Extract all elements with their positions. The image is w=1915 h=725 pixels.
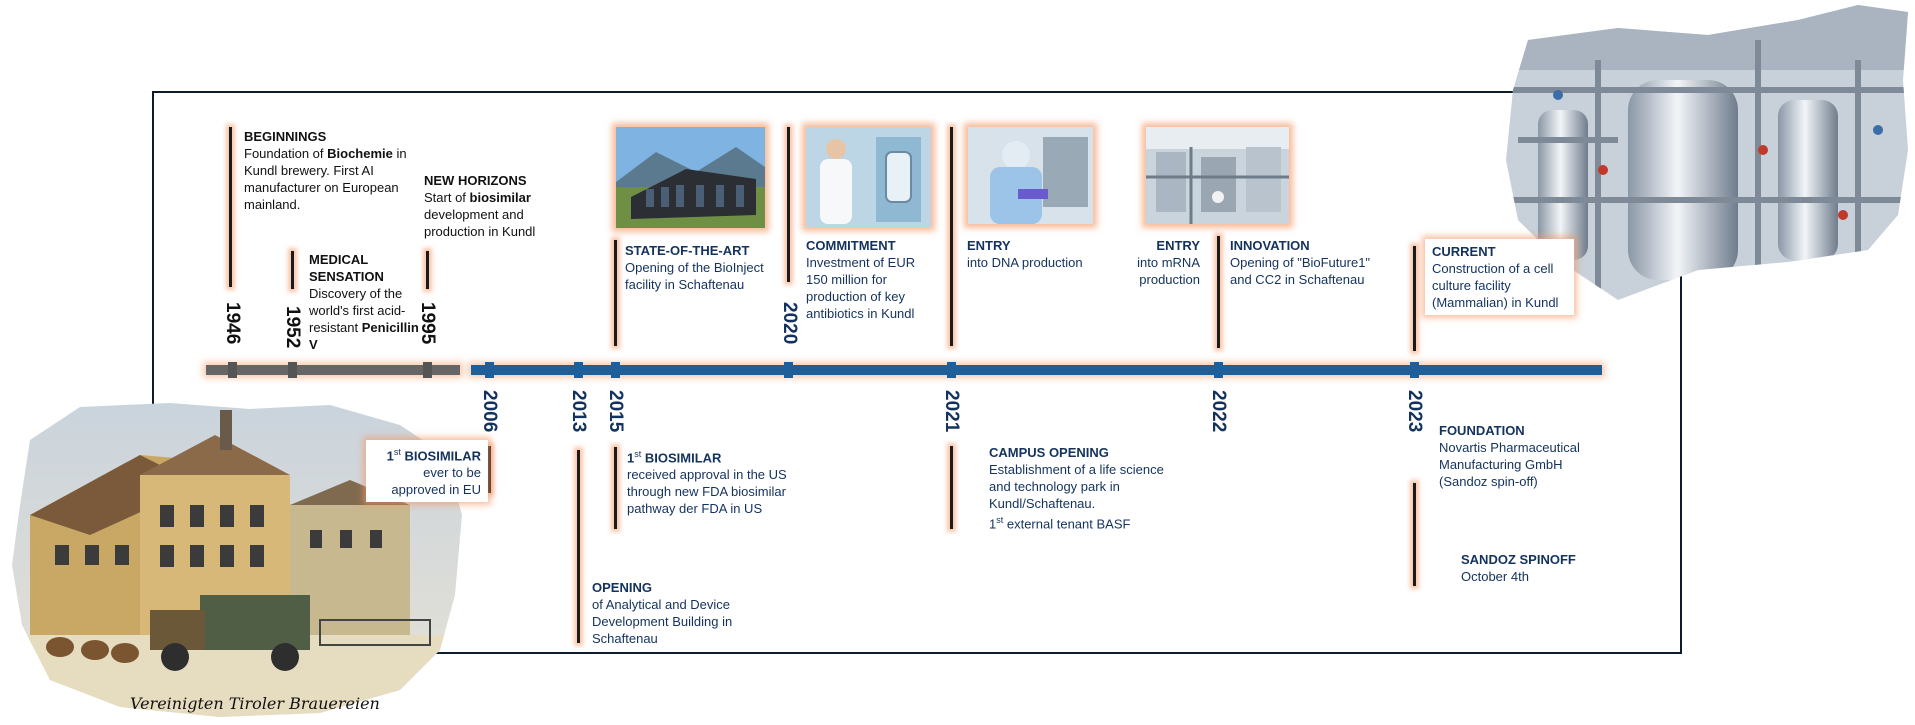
connector-1995	[426, 251, 429, 289]
year-2020: 2020	[779, 302, 800, 345]
connector-2015-below	[614, 447, 617, 529]
event-sandoz-spinoff: SANDOZ SPINOFF October 4th	[1461, 552, 1576, 584]
tick-2006	[485, 362, 494, 378]
connector-2021-above	[950, 127, 953, 346]
tick-1952	[288, 362, 297, 378]
event-opening: OPENING of Analytical and Device Development Building in Schaftenau	[592, 580, 733, 646]
event-entry-mrna: ENTRY into mRNA production	[1137, 238, 1200, 287]
event-beginnings: BEGINNINGS Foundation of Biochemie in Kundl brewery. First AI manufacturer on European mainland.	[244, 129, 407, 212]
event-entry-dna: ENTRY into DNA production	[967, 238, 1083, 270]
connector-2020	[787, 127, 790, 282]
event-medical-sensation: MEDICAL SENSATION Discovery of the world's first acid-resistant Penicillin V	[309, 252, 419, 352]
tick-2015	[611, 362, 620, 378]
event-foundation: FOUNDATION Novartis Pharmaceutical Manufacturing GmbH (Sandoz spin-off)	[1439, 423, 1580, 489]
year-1995: 1995	[417, 302, 438, 345]
event-new-horizons: NEW HORIZONS Start of biosimilar development and production in Kundl	[424, 173, 536, 239]
connector-1952	[291, 251, 294, 289]
event-campus-opening: CAMPUS OPENING Establishment of a life science and technology park in Kundl/Schaftenau. 1st external tenant BASF	[989, 445, 1164, 532]
tick-2021	[947, 362, 956, 378]
year-2013: 2013	[568, 390, 589, 433]
connector-2015-above	[614, 240, 617, 346]
mrna-facility-photo	[1146, 127, 1289, 224]
year-2021: 2021	[941, 390, 962, 433]
year-2022: 2022	[1208, 390, 1229, 433]
event-first-biosimilar-eu: 1st BIOSIMILAR ever to be approved in EU	[366, 440, 488, 502]
connector-2006	[488, 446, 491, 493]
lab-worker-photo	[806, 127, 931, 227]
year-2015: 2015	[605, 390, 626, 433]
connector-2013	[577, 450, 580, 643]
event-commitment: COMMITMENT Investment of EUR 150 million for production of key antibiotics in Kundl	[806, 238, 916, 321]
event-current: CURRENT Construction of a cell culture facility (Mammalian) in Kundl	[1425, 239, 1574, 315]
year-1952: 1952	[282, 306, 303, 349]
tick-2020	[784, 362, 793, 378]
timeline-axis-modern	[471, 365, 1602, 375]
tick-2013	[574, 362, 583, 378]
event-first-biosimilar-us: 1st BIOSIMILAR received approval in the US through new FDA biosimilar pathway der FDA in US	[627, 449, 787, 517]
dna-lab-photo	[968, 127, 1093, 224]
connector-2022	[1217, 236, 1220, 348]
connector-2023-below	[1413, 483, 1416, 586]
event-innovation: INNOVATION Opening of "BioFuture1" and CC2 in Schaftenau	[1230, 238, 1371, 287]
tick-2022	[1214, 362, 1223, 378]
tick-1995	[423, 362, 432, 378]
connector-2023-above	[1413, 246, 1416, 351]
year-1946: 1946	[222, 302, 243, 345]
engraving-caption: Vereinigten Tiroler Brauereien	[130, 694, 380, 713]
tick-2023	[1410, 362, 1419, 378]
bioinject-facility-photo	[616, 127, 765, 228]
tick-1946	[228, 362, 237, 378]
event-state-of-the-art: STATE-OF-THE-ART Opening of the BioInject facility in Schaftenau	[625, 243, 764, 292]
year-2006: 2006	[479, 390, 500, 433]
year-2023: 2023	[1404, 390, 1425, 433]
connector-1946	[229, 127, 232, 287]
timeline-axis-legacy	[206, 365, 460, 375]
connector-2021-below	[950, 446, 953, 529]
